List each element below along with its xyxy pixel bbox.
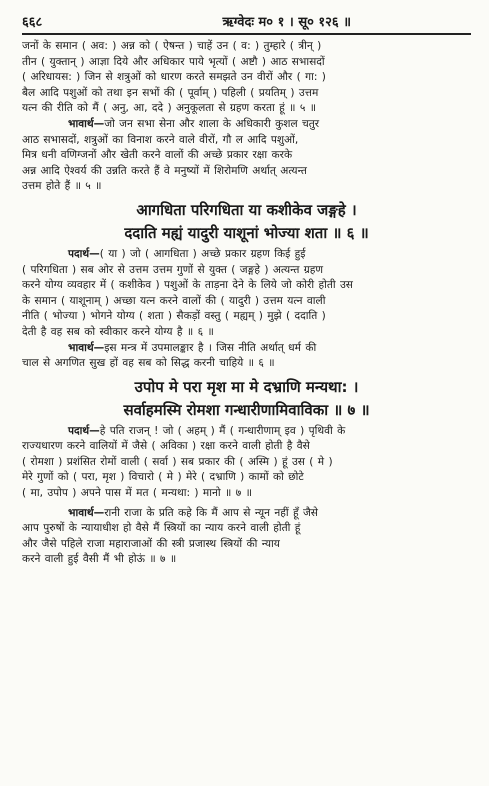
text-line: मित्र धनी वणिग्जनों और खेती करने वालों की अच्छे प्रकार रक्षा करके (22, 149, 293, 162)
section-label: पदार्थ— (68, 247, 100, 260)
section-label: भावार्थ— (68, 117, 105, 130)
section-label: भावार्थ— (68, 341, 105, 354)
text-line: ( परिगधिता ) सब ओर से उत्तम उत्तम गुणों से युक्त ( जङ्गहे ) अत्यन्त ग्रहण (22, 263, 324, 276)
page-number: ६६८ (22, 15, 43, 30)
text-line: यत्न की रीति को मैं ( अनु, आ, ददे ) अनुकूलता से ग्रहण करता हूं ॥ ५ ॥ (22, 102, 317, 115)
text-line: इस मन्त्र में उपमालङ्कार है । जिस नीति अर्थात् धर्म की (104, 341, 317, 354)
text-line: रानी राजा के प्रति कहे कि मैं आप से न्यून नहीं हूँ जैसे (104, 506, 318, 519)
bhavartha-6 (22, 341, 471, 372)
mantra-7 (22, 376, 471, 422)
text-line: राज्यधारण करने वालियों में जैसे ( अविका ) रक्षा करने वाली होती है वैसे (22, 440, 310, 453)
text-line: ( मा, उपोप ) अपने पास में मत ( मन्यथा: ) मानो ॥ ७ ॥ (22, 487, 252, 500)
text-line: हे पति राजन् ! जो ( अहम् ) मैं ( गन्धारीणाम् इव ) पृथिवी के (99, 424, 346, 437)
mantra-line: आगधिता परिगधिता या कशीकेव जङ्गहे । (136, 200, 357, 219)
running-header (22, 10, 471, 32)
section-label: पदार्थ— (68, 424, 100, 437)
running-title: ऋग्वेदः म० १ । सू० १२६ ॥ (222, 15, 351, 30)
text-line: ( या ) जो ( आगधिता ) अच्छे प्रकार ग्रहण किई हुई (99, 247, 306, 260)
text-line: देती है वह सब को स्वीकार करने योग्य है ॥ ६ ॥ (22, 325, 214, 338)
text-line: आप पुरुषों के न्यायाधीश हो वैसे मैं स्त्रियों का न्याय करने वाली होती हूं (22, 522, 301, 535)
section-label: भावार्थ— (68, 506, 105, 519)
text-line: चाल से अगणित सुख हों वह सब को सिद्ध करनी चाहिये ॥ ६ ॥ (22, 357, 275, 370)
padartha-7 (22, 424, 471, 502)
text-line: ( अरिधायस: ) जिन से शत्रुओं को धारण करते समझते उन वीरों और ( गा: ) (22, 71, 326, 84)
text-line: तीन ( युक्तान् ) आज्ञा दिये और अधिकार पाये भृत्यों ( अष्टौ ) आठ सभासदों (22, 55, 325, 68)
text-line: ( रोमशा ) प्रशंसित रोमों वाली ( सर्वा ) सब प्रकार की ( अस्मि ) हूं उस ( मे ) (22, 455, 333, 468)
mantra-6 (22, 199, 471, 245)
text-line: जो जन सभा सेना और शाला के अधिकारी कुशल चतुर (104, 117, 320, 130)
text-line: और जैसे पहिले राजा महाराजाओं की स्त्री प्रजास्थ स्त्रियों की न्याय (22, 537, 280, 550)
mantra-line: सर्वाहमस्मि रोमशा गन्धारीणामिवाविका ॥ ७ ॥ (123, 400, 370, 419)
header-rule (22, 33, 471, 35)
text-line: अन्न आदि ऐश्वर्य की उन्नति करते हैं वे मनुष्यों में शिरोमणि अर्थात् अत्यन्त (22, 164, 307, 177)
mantra-line: उपोप मे परा मृश मा मे दभ्राणि मन्यथा: । (134, 377, 359, 396)
bhavartha-7 (22, 506, 471, 568)
text-line: आठ सभासदों, शत्रुओं का विनाश करने वाले वीरों, गौ ल आदि पशुओं, (22, 133, 299, 146)
padartha-6 (22, 247, 471, 341)
text-line: बैल आदि पशुओं को तथा इन सभों की ( पूर्वाम् ) पहिली ( प्रयतिम् ) उत्तम (22, 86, 319, 99)
commentary-continued (22, 39, 471, 117)
text-line: नीति ( भोज्या ) भोगने योग्य ( शता ) सैकड़ों वस्तु ( मह्यम् ) मुझे ( ददाति ) (22, 310, 326, 323)
text-line: के समान ( याशूनाम् ) अच्छा यत्न करने वालों की ( यादुरी ) उत्तम यत्न वाली (22, 294, 326, 307)
text-line: करने वाली हुई वैसी मैं भी होऊं ॥ ७ ॥ (22, 553, 177, 566)
text-line: उत्तम होते हैं ॥ ५ ॥ (22, 180, 102, 193)
mantra-line: ददाति मह्यं यादुरी याशूनां भोज्या शता ॥ ६ ॥ (124, 223, 369, 242)
text-line: मेरे गुणों को ( परा, मृश ) विचारो ( मे ) मेरे ( दभ्राणि ) कामों को छोटे (22, 471, 304, 484)
text-line: करने योग्य व्यवहार में ( कशीकेव ) पशुओं के ताड़ना देने के लिये जो कोरी होती उस (22, 279, 353, 292)
text-line: जनों के समान ( अव: ) अन्न को ( ऐषन्त ) चाहें उन ( व: ) तुम्हारे ( त्रीन् ) (22, 40, 322, 52)
bhavartha-5 (22, 117, 471, 195)
